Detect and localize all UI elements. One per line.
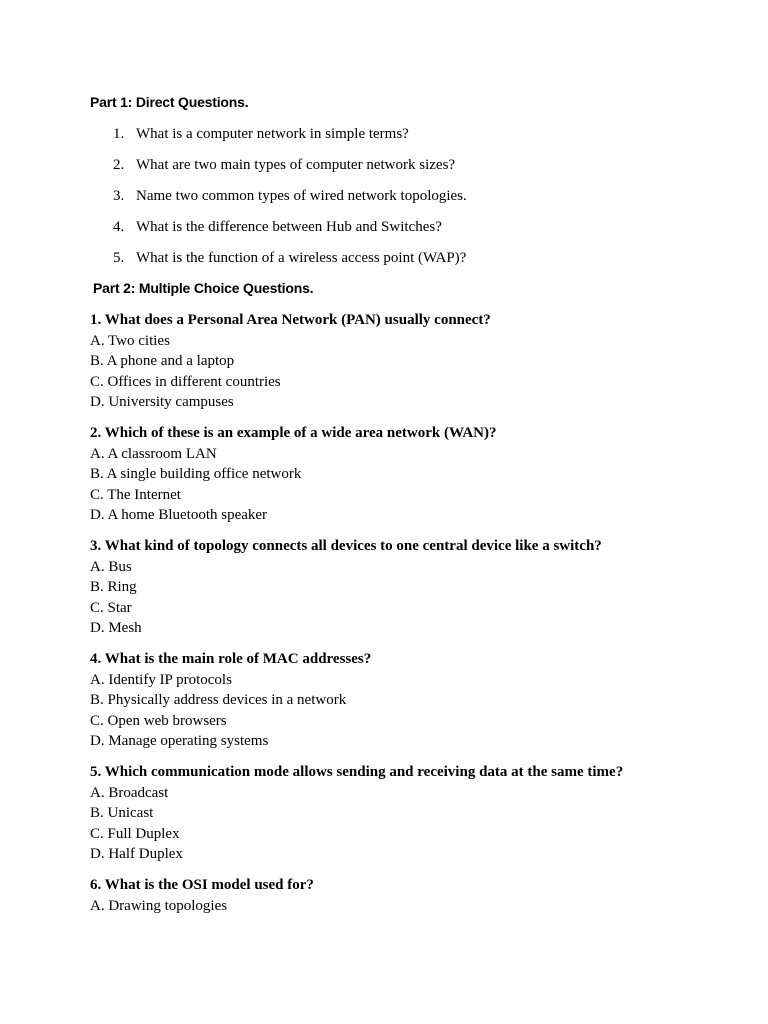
mcq-question-block bbox=[90, 310, 730, 413]
part1-heading: Part 1: Direct Questions. bbox=[90, 94, 249, 110]
mcq-option: B. Physically address devices in a network bbox=[90, 692, 347, 709]
mcq-question-block bbox=[90, 423, 730, 526]
mcq-question: 4. What is the main role of MAC addresses? bbox=[90, 650, 372, 667]
question-number: 3. bbox=[113, 188, 125, 204]
mcq-option: A. Drawing topologies bbox=[90, 897, 228, 914]
mcq-option: B. Unicast bbox=[90, 805, 154, 822]
mcq-option: A. Two cities bbox=[90, 333, 170, 349]
mcq-question: 2. Which of these is an example of a wide area network (WAN)? bbox=[90, 424, 497, 441]
mcq-option: D. Mesh bbox=[90, 620, 142, 637]
mcq-option: A. Identify IP protocols bbox=[90, 671, 232, 688]
mcq-question: 5. Which communication mode allows sending and receiving data at the same time? bbox=[90, 763, 624, 780]
question-text: What is a computer network in simple terms? bbox=[136, 126, 409, 142]
part2-heading: Part 2: Multiple Choice Questions. bbox=[93, 280, 314, 296]
mcq-question: 1. What does a Personal Area Network (PAN) usually connect? bbox=[90, 312, 491, 328]
mcq-option: A. Bus bbox=[90, 558, 132, 575]
question-text: Name two common types of wired network topologies. bbox=[136, 188, 467, 204]
question-number: 1. bbox=[113, 126, 125, 142]
mcq-option: D. Half Duplex bbox=[90, 845, 183, 862]
question-number: 5. bbox=[113, 250, 125, 266]
mcq-option: D. University campuses bbox=[90, 394, 234, 411]
question-number: 2. bbox=[113, 157, 125, 173]
mcq-option: C. The Internet bbox=[90, 486, 181, 503]
mcq-question-block bbox=[90, 762, 730, 865]
question-text: What is the difference between Hub and Switches? bbox=[136, 219, 442, 235]
mcq-option: B. A single building office network bbox=[90, 466, 302, 483]
question-text: What is the function of a wireless access point (WAP)? bbox=[136, 250, 467, 266]
mcq-option: A. Broadcast bbox=[90, 784, 169, 801]
mcq-option: C. Offices in different countries bbox=[90, 373, 281, 390]
multiple-choice-section bbox=[90, 310, 730, 926]
question-text: What are two main types of computer network sizes? bbox=[136, 157, 456, 173]
mcq-option: A. A classroom LAN bbox=[90, 445, 217, 462]
mcq-option: C. Full Duplex bbox=[90, 825, 180, 842]
mcq-question: 6. What is the OSI model used for? bbox=[90, 876, 314, 893]
mcq-option: C. Star bbox=[90, 599, 132, 616]
question-number: 4. bbox=[113, 219, 125, 235]
mcq-option: B. A phone and a laptop bbox=[90, 353, 235, 370]
mcq-option: D. Manage operating systems bbox=[90, 732, 269, 749]
mcq-option: D. A home Bluetooth speaker bbox=[90, 507, 268, 524]
mcq-question: 3. What kind of topology connects all devices to one central device like a switch? bbox=[90, 537, 602, 554]
mcq-option: B. Ring bbox=[90, 579, 137, 596]
mcq-option: C. Open web browsers bbox=[90, 712, 227, 729]
mcq-question-block bbox=[90, 649, 730, 752]
mcq-question-block bbox=[90, 875, 730, 916]
mcq-question-block bbox=[90, 536, 730, 639]
